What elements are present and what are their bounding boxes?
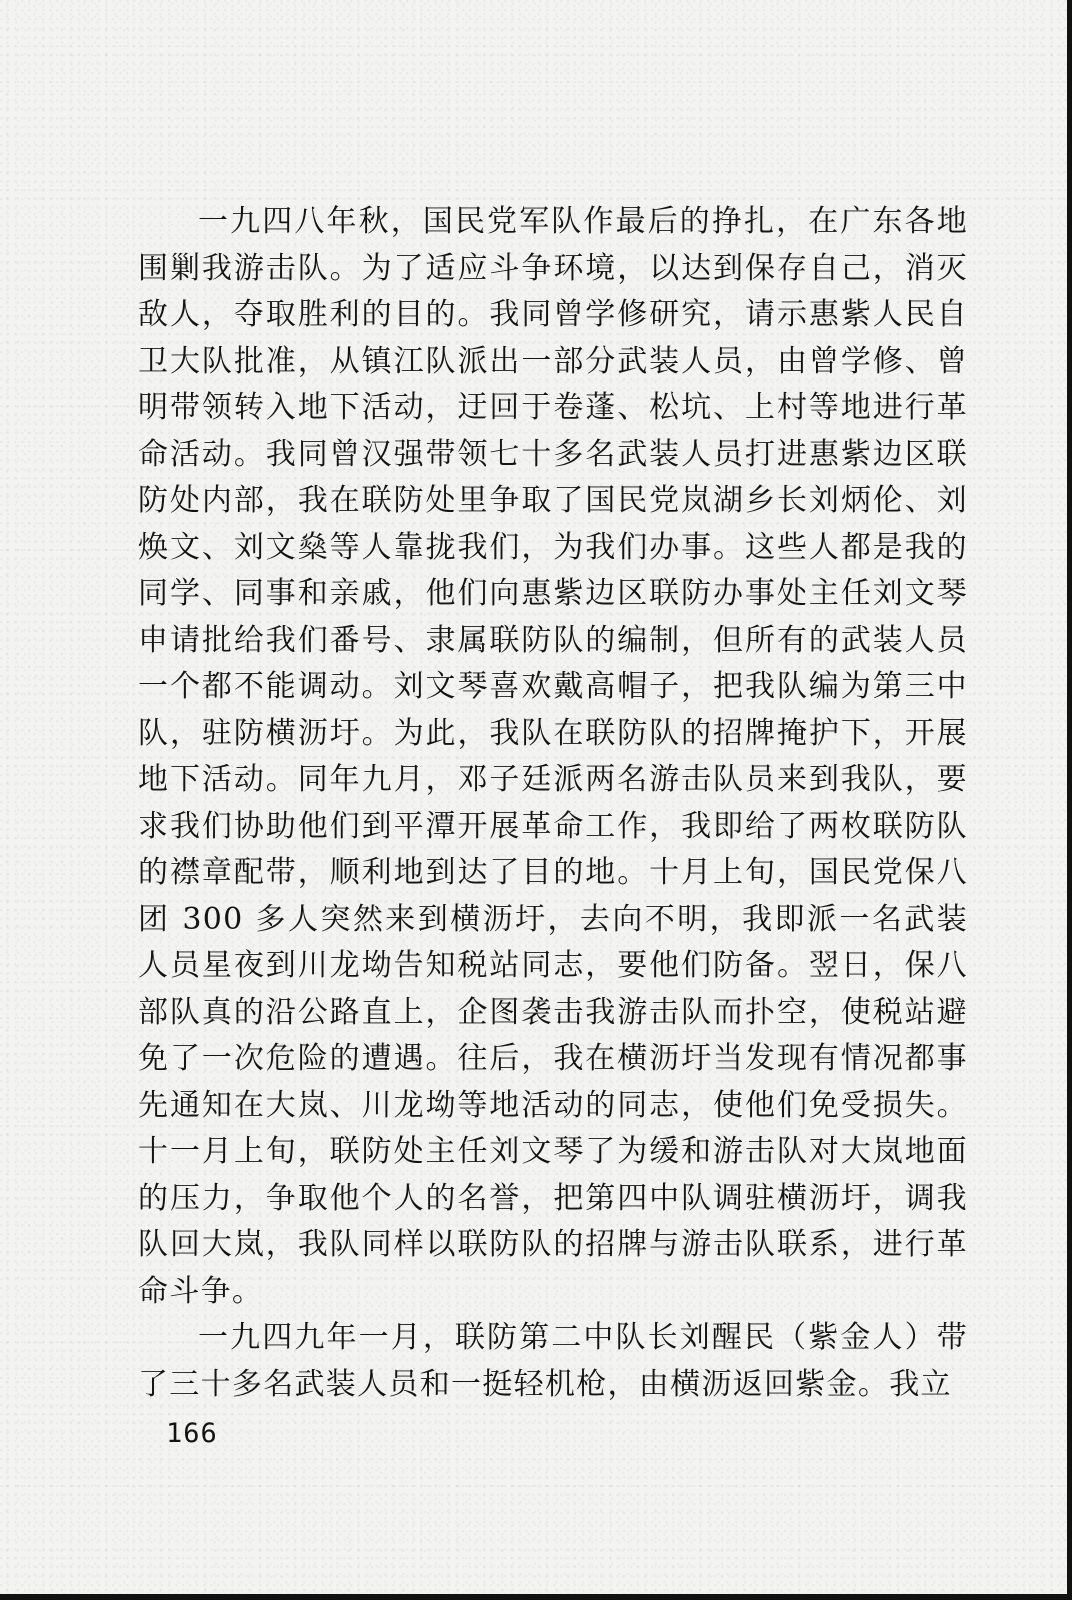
paragraph-1949-january: 一九四九年一月，联防第二中队长刘醒民（紫金人）带了三十多名武装人员和一挺轻机枪，由横沥返回紫金。我立 — [138, 1320, 968, 1402]
paragraph-1948-autumn: 一九四八年秋，国民党军队作最后的挣扎，在广东各地围剿我游击队。为了适应斗争环境，以达到保存自己，消灭敌人，夺取胜利的目的。我同曾学修研究，请示惠紫人民自卫大队批准，从镇江队派出一部分武装人员，由曾学修、曾明带领转入地下活动，迂回于卷蓬、松坑、上村等地进行革命活动。我同曾汉强带领七十多名武装人员打进惠紫边区联防处内部，我在联防处里争取了国民党岚湖乡长刘炳伦、刘焕文、刘文燊等人靠拢我们，为我们办事。这些人都是我的同学、同事和亲戚，他们向惠紫边区联防办事处主任刘文琴申请批给我们番号、隶属联防队的编制，但所有的武装人员一个都不能调动。刘文琴喜欢戴高帽子，把我队编为第三中队，驻防横沥圩。为此，我队在联防队的招牌掩护下，开展地下活动。同年九月，邓子廷派两名游击队员来到我队，要求我们协助他们到平潭开展革命工作，我即给了两枚联防队的襟章配带，顺利地到达了目的地。十月上旬，国民党保八团 300 多人突然来到横沥圩，去向不明，我即派一名武装人员星夜到川龙坳告知税站同志，要他们防备。翌日，保八部队真的沿公路直上，企图袭击我游击队而扑空，使税站避免了一次危险的遭遇。往后，我在横沥圩当发现有情况都事先通知在大岚、川龙坳等地活动的同志，使他们免受损失。十一月上旬，联防处主任刘文琴了为缓和游击队对大岚地面的压力，争取他个人的名誉，把第四中队调驻横沥圩，调我队回大岚，我队同样以联防队的招牌与游击队联系，进行革命斗争。 — [138, 204, 968, 1309]
page-number: 166 — [166, 1418, 218, 1449]
scan-edge-right — [1067, 0, 1072, 1600]
body-text — [138, 199, 968, 1408]
scan-edge-bottom — [0, 1594, 1072, 1600]
